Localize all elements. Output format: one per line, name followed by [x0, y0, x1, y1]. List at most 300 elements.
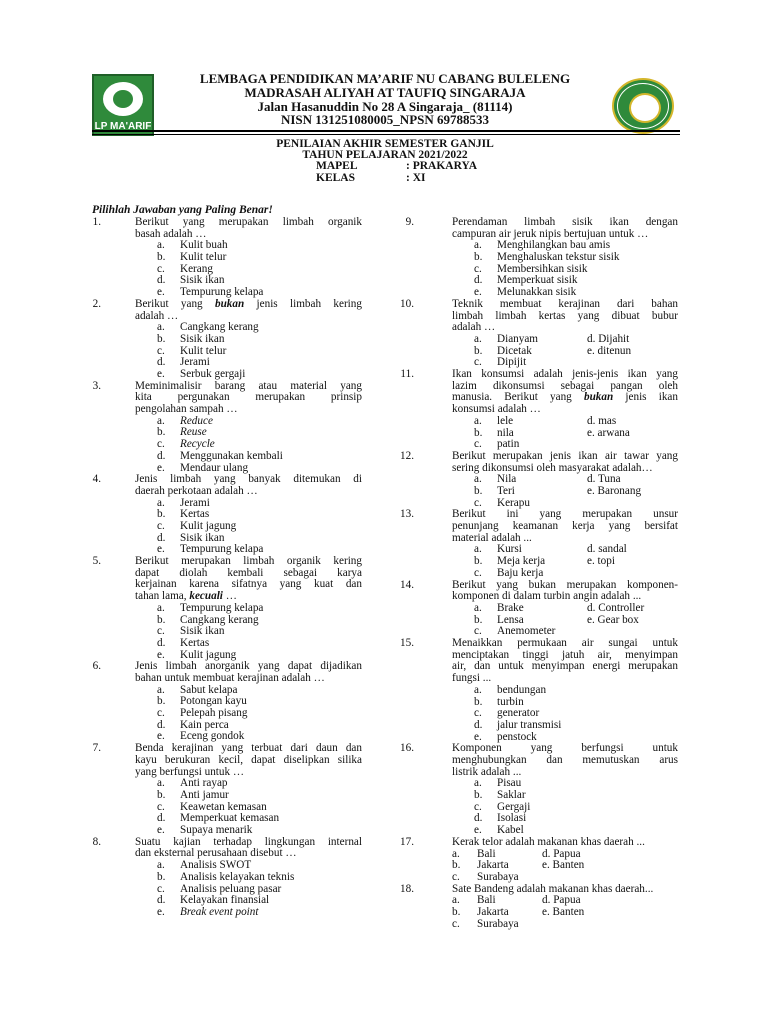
option-text-right: d. Papua: [542, 894, 581, 907]
option-text: jalur transmisi: [497, 718, 562, 731]
question-number: 16.: [400, 742, 414, 755]
option-text: Isolasi: [497, 812, 527, 825]
question-text-line: Sate Bandeng adalah makanan khas daerah...: [452, 882, 654, 895]
question-text: [452, 299, 678, 334]
option-letter: b.: [157, 613, 166, 626]
option-text: Memperkuat sisik: [497, 274, 578, 287]
option-text: Sabut kelapa: [180, 683, 238, 696]
option-text: penstock: [497, 730, 537, 743]
answer-option: [418, 334, 678, 346]
option-letter: d.: [157, 449, 166, 462]
question-number: 6.: [92, 660, 101, 673]
answer-option: [418, 568, 678, 580]
question-number: 5.: [92, 555, 101, 568]
option-letter: a.: [474, 601, 482, 614]
option-letter: e.: [157, 905, 165, 918]
question-text-line: dan eksternal perusahaan disebut …: [135, 847, 297, 860]
question-text: [135, 743, 362, 778]
answer-option: [418, 697, 678, 709]
option-letter: c.: [474, 262, 482, 275]
question-text-line: Berikut ini yang merupakan unsur: [452, 508, 678, 521]
answer-option: [105, 240, 362, 252]
question-text: [135, 556, 362, 603]
option-letter: c.: [474, 496, 482, 509]
option-text: Lensa: [497, 613, 524, 626]
option-text: Melunakkan sisik: [497, 286, 577, 299]
option-letter: b.: [474, 555, 483, 568]
answer-option: [418, 428, 678, 440]
option-letter: c.: [452, 917, 460, 930]
option-letter: c.: [157, 707, 165, 720]
question-text-line: Menaikkan permukaan air sungai untuk: [452, 637, 678, 649]
option-letter: a.: [474, 777, 482, 790]
question-text-line: Perendaman limbah sisik ikan dengan: [452, 216, 678, 228]
option-text: Dicetak: [497, 344, 532, 357]
option-text: Kulit jagung: [180, 648, 237, 661]
option-letter: c.: [474, 438, 482, 451]
question-text-line: material adalah ...: [452, 531, 532, 544]
answer-option: [105, 708, 362, 720]
answer-option: [105, 521, 362, 533]
option-text-right: e. ditenun: [587, 344, 632, 357]
option-text: Gergaji: [497, 800, 531, 813]
answer-option: [105, 638, 362, 650]
option-letter: a.: [474, 414, 482, 427]
option-text-right: d. Papua: [542, 847, 581, 860]
question-item: [92, 379, 362, 475]
kelas-value: : XI: [406, 172, 426, 184]
question-number: 1.: [92, 216, 101, 228]
answer-option: [418, 556, 678, 568]
answer-option: [105, 615, 362, 627]
option-letter: c.: [157, 344, 165, 357]
question-item: [92, 742, 362, 837]
right-question-column: [400, 216, 678, 930]
option-letter: b.: [157, 695, 166, 708]
question-text-line: lazim dikonsumsi sebagai pangan oleh: [452, 379, 678, 392]
option-text-right: e. Gear box: [587, 613, 639, 626]
school-name: MADRASAH ALIYAH AT TAUFIQ SINGARAJA: [244, 85, 526, 100]
option-text: Sisik ikan: [180, 625, 225, 638]
option-letter: b.: [474, 695, 483, 708]
option-text: patin: [497, 438, 520, 451]
option-text: Dipijit: [497, 356, 527, 369]
option-text: Kelayakan finansial: [180, 894, 270, 907]
mapel-label: MAPEL: [316, 160, 358, 172]
lp-maarif-logo: [92, 74, 154, 136]
question-text-line: manusia. Berikut yang bukan jenis ikan: [452, 391, 678, 404]
option-letter: c.: [474, 356, 482, 369]
question-text-line: listrik adalah ...: [452, 765, 522, 778]
option-text: Analisis SWOT: [180, 859, 252, 872]
answer-option: [105, 427, 362, 439]
question-text-line: Meminimalisir barang atau material yang: [135, 379, 362, 392]
option-letter: c.: [157, 882, 165, 895]
question-item: [400, 835, 678, 884]
question-text-line: menghubungkan dan memutuskan arus: [452, 753, 678, 766]
question-text-line: Jenis limbah anorganik yang dapat dijadikan: [135, 660, 362, 673]
question-item: [92, 216, 362, 299]
question-item: [400, 508, 678, 579]
option-letter: c.: [474, 566, 482, 579]
question-text-line: Kerak telor adalah makanan khas daerah ...: [452, 835, 645, 848]
answer-option: [105, 626, 362, 638]
option-text: Memperkuat kemasan: [180, 812, 280, 825]
option-letter: c.: [474, 800, 482, 813]
question-text-line: tahan lama, kecuali …: [135, 590, 237, 603]
question-text: [452, 509, 678, 544]
option-letter: a.: [157, 601, 165, 614]
answer-option: [105, 369, 362, 381]
question-text: [135, 217, 362, 240]
answer-option: [418, 790, 678, 802]
option-letter: a.: [157, 321, 165, 334]
madrasah-seal-logo: [612, 78, 674, 134]
question-text: [452, 580, 678, 603]
answer-option: [105, 451, 362, 463]
option-text: Pisau: [497, 777, 522, 790]
answer-option: [418, 346, 678, 358]
option-letter: a.: [157, 239, 165, 252]
question-item: [400, 578, 678, 638]
question-text-line: dapat diolah kembali sebagai karya: [135, 566, 362, 579]
kelas-label: KELAS: [316, 172, 355, 184]
option-text: Membersihkan sisik: [497, 262, 588, 275]
answer-option: [418, 544, 678, 556]
logo-label: LP MA'ARIF: [94, 121, 152, 132]
question-text-line: Berikut yang bukan merupakan komponen-: [452, 578, 678, 591]
question-text-line: Teknik membuat kerajinan dari bahan: [452, 297, 678, 310]
question-item: [405, 216, 678, 299]
answer-option: [105, 264, 362, 276]
question-text-line: komponen di dalam turbin angin adalah ...: [452, 590, 642, 603]
answer-option: [105, 252, 362, 264]
question-text-line: Komponen yang berfungsi untuk: [452, 742, 678, 755]
question-text: [452, 638, 678, 685]
question-text: [135, 837, 362, 860]
option-text: Jerami: [180, 496, 210, 509]
option-letter: e.: [157, 730, 165, 743]
option-letter: c.: [474, 625, 482, 638]
school-id-numbers: NISN 131251080005_NPSN 69788533: [280, 112, 489, 127]
exam-year: TAHUN PELAJARAN 2021/2022: [302, 149, 468, 161]
option-letter: d.: [474, 718, 483, 731]
option-text: Anti jamur: [180, 788, 229, 801]
option-text: Kulit telur: [180, 344, 227, 357]
question-number: 14.: [400, 578, 414, 591]
option-letter: d.: [157, 636, 166, 649]
question-number: 18.: [400, 882, 414, 895]
answer-option: [418, 720, 678, 732]
question-number: 17.: [400, 835, 414, 848]
question-number: 3.: [92, 379, 101, 392]
question-text-line: bahan untuk membuat kerajinan adalah …: [135, 672, 325, 685]
option-letter: b.: [157, 788, 166, 801]
option-text: bendungan: [497, 683, 547, 696]
option-letter: c.: [157, 625, 165, 638]
option-text: Meja kerja: [497, 555, 546, 568]
left-question-column: [92, 216, 362, 919]
option-text: Sisik ikan: [180, 274, 225, 287]
option-text: Menghilangkan bau amis: [497, 239, 611, 252]
option-letter: e.: [157, 543, 165, 556]
option-text-right: e. topi: [587, 555, 615, 568]
option-text: turbin: [497, 695, 524, 708]
option-letter: a.: [474, 332, 482, 345]
option-letter: a.: [474, 683, 482, 696]
option-text: Brake: [497, 601, 524, 614]
option-letter: c.: [157, 438, 165, 451]
question-text-line: yang berfungsi untuk …: [135, 765, 245, 778]
question-text-line: Ikan konsumsi adalah jenis-jenis ikan yang: [452, 368, 678, 381]
institution-name: LEMBAGA PENDIDIKAN MA’ARIF NU CABANG BULELENG: [199, 71, 571, 86]
question-text: [452, 217, 678, 240]
option-text: generator: [497, 707, 540, 720]
option-letter: c.: [452, 870, 460, 883]
question-number: 9.: [405, 216, 414, 228]
option-letter: e.: [157, 368, 165, 380]
question-item: [400, 297, 678, 369]
option-text: Jakarta: [477, 905, 509, 918]
option-letter: d.: [474, 274, 483, 287]
option-text: Kerang: [180, 262, 213, 275]
answer-option: [105, 778, 362, 790]
question-text: [135, 299, 362, 322]
option-text: Pelepah pisang: [180, 707, 248, 720]
option-letter: a.: [474, 543, 482, 556]
answer-option: [418, 813, 678, 825]
question-text-line: Berikut merupakan limbah organik kering: [135, 555, 362, 568]
question-text: [452, 743, 678, 778]
option-letter: b.: [157, 508, 166, 521]
option-text: Sisik ikan: [180, 531, 225, 544]
seal-emblem-icon: [629, 93, 661, 123]
option-text: Dianyam: [497, 332, 539, 345]
question-text-line: Benda kerajinan yang terbuat dari daun dan: [135, 742, 362, 755]
answer-option: [105, 498, 362, 510]
option-text: Anti rayap: [180, 777, 228, 790]
question-text-line: daerah perkotaan adalah …: [135, 484, 258, 497]
option-text: Supaya menarik: [180, 824, 253, 837]
option-letter: b.: [474, 789, 483, 802]
answer-option: [418, 603, 678, 615]
option-text: Tempurung kelapa: [180, 601, 264, 614]
option-letter: a.: [157, 777, 165, 790]
question-text-line: fungsi ...: [452, 672, 492, 685]
question-text-line: penunjang keamanan kerja yang bersifat: [452, 520, 678, 533]
question-item: [400, 449, 678, 509]
question-text-line: kayu berukuran kecil, dapat diselipkan silika: [135, 753, 362, 766]
option-letter: b.: [157, 426, 166, 439]
option-text: Keawetan kemasan: [180, 800, 267, 813]
option-text-right: e. Banten: [542, 859, 585, 872]
option-letter: e.: [157, 648, 165, 661]
option-text: Analisis kelayakan teknis: [180, 870, 295, 883]
exam-title: PENILAIAN AKHIR SEMESTER GANJIL: [276, 138, 494, 150]
question-text-line: sering dikonsumsi oleh masyarakat adalah…: [452, 461, 653, 474]
option-letter: e.: [474, 730, 482, 743]
option-text: Cangkang kerang: [180, 321, 259, 334]
option-text: Potongan kayu: [180, 695, 247, 708]
option-text: Menghaluskan tekstur sisik: [497, 251, 620, 264]
question-text: [135, 381, 362, 416]
option-text-right: e. Baronang: [587, 484, 642, 497]
option-text-right: d. mas: [587, 414, 617, 427]
question-item: [400, 882, 678, 931]
question-text-line: Jenis limbah yang banyak ditemukan di: [135, 473, 362, 486]
answer-option: [105, 907, 362, 919]
option-letter: c.: [157, 262, 165, 275]
option-text: Surabaya: [477, 917, 519, 930]
question-text: [452, 369, 678, 416]
answer-option: [105, 334, 362, 346]
option-text: Mendaur ulang: [180, 461, 249, 474]
option-text-right: e. arwana: [587, 426, 630, 439]
option-text: Analisis peluang pasar: [180, 882, 282, 895]
answer-option: [418, 778, 678, 790]
option-letter: b.: [474, 426, 483, 439]
answer-option: [418, 486, 678, 498]
answer-option: [105, 346, 362, 358]
question-text-line: Berikut yang bukan jenis limbah kering: [135, 297, 362, 310]
instruction: Pilihlah Jawaban yang Paling Benar!: [92, 204, 273, 216]
option-letter: d.: [474, 812, 483, 825]
option-letter: c.: [157, 520, 165, 533]
option-letter: b.: [157, 332, 166, 345]
option-letter: c.: [157, 800, 165, 813]
option-letter: b.: [157, 870, 166, 883]
answer-option: [105, 322, 362, 334]
answer-option: [418, 872, 678, 884]
option-letter: e.: [157, 286, 165, 299]
option-text: Break event point: [180, 905, 259, 918]
question-number: 8.: [92, 835, 101, 848]
question-item: [92, 555, 362, 661]
option-text: Bali: [477, 847, 496, 860]
option-text-right: d. Controller: [587, 601, 645, 614]
school-address: Jalan Hasanuddin No 28 A Singaraja_ (81114): [257, 99, 513, 114]
option-letter: e.: [474, 824, 482, 837]
option-letter: a.: [157, 683, 165, 696]
option-letter: a.: [474, 239, 482, 252]
mapel-value: : PRAKARYA: [406, 160, 478, 172]
option-text: lele: [497, 414, 514, 427]
option-text: Kulit buah: [180, 239, 228, 252]
answer-option: [418, 919, 678, 931]
question-item: [92, 835, 362, 919]
option-text: Reduce: [180, 414, 213, 427]
option-letter: a.: [452, 894, 460, 907]
option-text: Kerapu: [497, 496, 530, 509]
option-text: Tempurung kelapa: [180, 543, 264, 556]
question-text: [452, 451, 678, 474]
question-number: 11.: [400, 368, 414, 381]
question-item: [400, 742, 678, 837]
option-text: Kabel: [497, 824, 524, 837]
option-letter: d.: [157, 274, 166, 287]
option-text: Kain perca: [180, 718, 229, 731]
option-text: Jerami: [180, 356, 210, 369]
question-number: 12.: [400, 449, 414, 462]
option-letter: d.: [157, 531, 166, 544]
option-text-right: d. Tuna: [587, 473, 621, 486]
question-text-line: adalah …: [135, 309, 179, 322]
option-letter: e.: [157, 461, 165, 474]
option-letter: b.: [452, 859, 461, 872]
question-text-line: kerjainan karena sifatnya yang kuat dan: [135, 578, 362, 591]
question-item: [400, 637, 678, 743]
question-number: 13.: [400, 508, 414, 521]
question-item: [92, 660, 362, 743]
question-item: [92, 297, 362, 381]
question-text: [452, 837, 678, 849]
answer-option: [105, 416, 362, 428]
option-letter: a.: [452, 847, 460, 860]
option-letter: d.: [157, 718, 166, 731]
option-text: Kulit jagung: [180, 520, 237, 533]
option-text-right: d. Dijahit: [587, 332, 630, 345]
question-number: 4.: [92, 473, 101, 486]
question-text-line: kita pergunakan merupakan prinsip: [135, 391, 362, 404]
emphasis-text: kecuali: [189, 590, 223, 603]
question-number: 7.: [92, 742, 101, 755]
option-text: Kertas: [180, 508, 210, 521]
question-text-line: pengolahan sampah …: [135, 403, 238, 416]
option-letter: a.: [157, 859, 165, 872]
question-item: [92, 473, 362, 556]
option-letter: b.: [474, 484, 483, 497]
option-text: Saklar: [497, 789, 526, 802]
question-text-line: Berikut yang merupakan limbah organik: [135, 216, 362, 228]
question-text-line: limbah limbah kertas yang dibuat bubur: [452, 309, 678, 322]
question-text-line: adalah …: [452, 321, 496, 334]
option-text: Jakarta: [477, 859, 509, 872]
emphasis-text: bukan: [583, 391, 614, 404]
answer-option: [105, 825, 362, 837]
option-letter: a.: [474, 473, 482, 486]
answer-option: [418, 802, 678, 814]
option-text: Serbuk gergaji: [180, 368, 246, 380]
option-text: Reuse: [180, 426, 207, 439]
option-letter: e.: [157, 824, 165, 837]
option-text: Cangkang kerang: [180, 613, 259, 626]
header-divider-thick: [92, 130, 680, 132]
option-text: Kertas: [180, 636, 210, 649]
option-text-right: d. sandal: [587, 543, 627, 556]
nu-emblem-icon: [103, 82, 143, 116]
emphasis-text: bukan: [214, 297, 245, 310]
question-text-line: konsumsi adalah …: [452, 403, 541, 416]
option-text-right: e. Banten: [542, 905, 585, 918]
option-text: Tempurung kelapa: [180, 286, 264, 299]
option-text: Surabaya: [477, 870, 519, 883]
question-text: [135, 474, 362, 497]
question-text-line: basah adalah …: [135, 227, 207, 240]
option-letter: a.: [157, 414, 165, 427]
question-text-line: Berikut merupakan jenis ikan air tawar yang: [452, 449, 678, 462]
option-letter: b.: [157, 251, 166, 264]
question-text-line: menciptakan tinggi jatuh air, menyimpan: [452, 648, 678, 661]
option-letter: d.: [157, 894, 166, 907]
option-text: Menggunakan kembali: [180, 449, 283, 462]
header-divider-thin: [92, 134, 680, 135]
question-text-line: campuran air jeruk nipis bertujuan untuk …: [452, 227, 649, 240]
option-text: Baju kerja: [497, 566, 544, 579]
question-item: [400, 368, 678, 451]
answer-option: [105, 790, 362, 802]
question-text: [135, 661, 362, 684]
option-text: Eceng gondok: [180, 730, 245, 743]
